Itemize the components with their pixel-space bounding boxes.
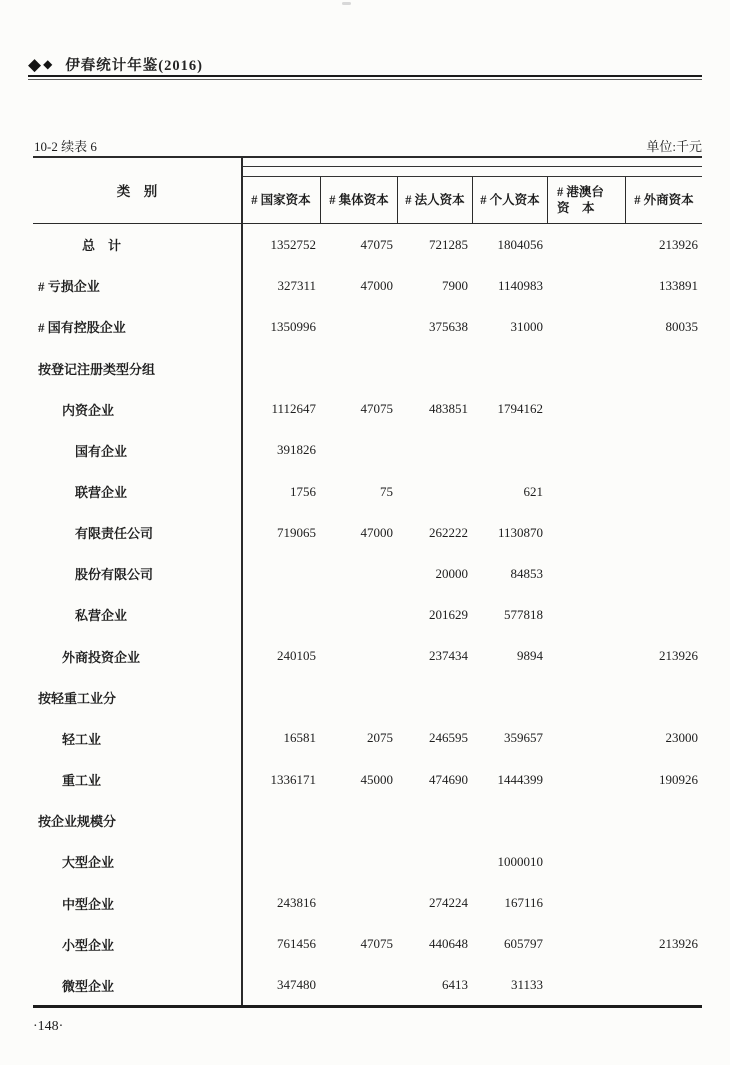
table-header-row xyxy=(242,177,702,223)
cell-value: 20000 xyxy=(435,565,468,581)
cell-value: 719065 xyxy=(277,524,316,540)
row-label: 小型企业 xyxy=(62,937,115,953)
cell-value: 246595 xyxy=(429,730,468,746)
cell-value: 201629 xyxy=(429,606,468,622)
cell-value: 47075 xyxy=(360,936,393,952)
unit-label: 单位:千元 xyxy=(646,139,702,154)
table-row xyxy=(33,471,702,512)
cell-value: 483851 xyxy=(429,401,468,417)
table-row xyxy=(33,883,702,924)
table-row xyxy=(33,841,702,882)
cell-value: 6413 xyxy=(442,977,468,993)
cell-value: 2075 xyxy=(367,730,393,746)
table-row xyxy=(33,636,702,677)
cell-value: 47000 xyxy=(360,277,393,293)
row-label: 联营企业 xyxy=(75,485,128,501)
table-row xyxy=(33,924,702,965)
table-row xyxy=(33,677,702,718)
table-row xyxy=(33,224,702,265)
cell-value: 1804056 xyxy=(497,236,543,252)
row-label: 内资企业 xyxy=(62,402,115,418)
cell-value: 347480 xyxy=(277,977,316,993)
cell-value: 440648 xyxy=(429,936,468,952)
row-label: 轻工业 xyxy=(62,731,102,747)
cell-value: 1130870 xyxy=(497,524,543,540)
table-row xyxy=(33,965,702,1006)
cell-value: 577818 xyxy=(504,606,543,622)
category-header: 类 别 xyxy=(116,183,158,199)
table-row xyxy=(33,306,702,347)
cell-value: 31133 xyxy=(510,977,543,993)
row-label: 有限责任公司 xyxy=(75,526,154,542)
table-row xyxy=(33,430,702,471)
row-label: 按轻重工业分 xyxy=(38,690,117,706)
row-label: 微型企业 xyxy=(62,978,115,994)
col-header-personal-capital: # 个人资本 xyxy=(472,177,547,223)
page-number: ·148· xyxy=(33,1019,64,1034)
table-row xyxy=(33,800,702,841)
table-body xyxy=(33,224,702,1006)
col-header-collective-capital: # 集体资本 xyxy=(320,177,397,223)
cell-value: 190926 xyxy=(659,771,698,787)
cell-value: 75 xyxy=(380,483,393,499)
table-row xyxy=(33,389,702,430)
cell-value: 274224 xyxy=(429,895,468,911)
cell-value: 474690 xyxy=(429,771,468,787)
cell-value: 45000 xyxy=(360,771,393,787)
header-rule xyxy=(28,75,702,80)
col-header-state-capital: # 国家资本 xyxy=(251,192,311,207)
scan-artifact xyxy=(342,2,351,5)
row-label: 按登记注册类型分组 xyxy=(38,361,156,377)
cell-value: 621 xyxy=(523,483,543,499)
cell-value: 1444399 xyxy=(497,771,543,787)
cell-value: 213926 xyxy=(659,236,698,252)
table-row xyxy=(33,759,702,800)
table-row xyxy=(33,553,702,594)
row-label: 国有企业 xyxy=(75,443,128,459)
table-sub-rule xyxy=(242,166,702,167)
cell-value: 240105 xyxy=(277,648,316,664)
row-label: 重工业 xyxy=(62,773,102,789)
row-label: 按企业规模分 xyxy=(38,814,117,830)
table-row xyxy=(33,512,702,553)
row-label: # 国有控股企业 xyxy=(38,320,126,336)
cell-value: 262222 xyxy=(429,524,468,540)
cell-value: 359657 xyxy=(504,730,543,746)
cell-value: 1352752 xyxy=(270,236,316,252)
col-header-hmt-line2: 资 本 xyxy=(557,201,595,215)
row-label: # 亏损企业 xyxy=(38,279,100,295)
cell-value: 213926 xyxy=(659,936,698,952)
table-bottom-rule xyxy=(33,1005,702,1008)
cell-value: 1794162 xyxy=(497,401,543,417)
diamond-icon-small: ◆ xyxy=(43,57,53,71)
cell-value: 1350996 xyxy=(270,318,316,334)
cell-value: 1756 xyxy=(290,483,316,499)
cell-value: 1000010 xyxy=(497,853,543,869)
row-label: 中型企业 xyxy=(62,896,115,912)
cell-value: 1336171 xyxy=(270,771,316,787)
cell-value: 237434 xyxy=(429,648,468,664)
cell-value: 1112647 xyxy=(271,401,316,417)
cell-value: 7900 xyxy=(442,277,468,293)
col-header-legal-person-capital: # 法人资本 xyxy=(397,177,472,223)
row-label: 大型企业 xyxy=(62,855,115,871)
cell-value: 1140983 xyxy=(497,277,543,293)
cell-value: 761456 xyxy=(277,936,316,952)
cell-value: 167116 xyxy=(504,895,543,911)
row-label: 总 计 xyxy=(82,238,122,254)
cell-value: 243816 xyxy=(277,895,316,911)
table-row xyxy=(33,347,702,388)
cell-value: 84853 xyxy=(510,565,543,581)
col-header-hmt-line1: # 港澳台 xyxy=(557,184,604,199)
col-header-hmt-capital xyxy=(547,177,625,223)
table-row xyxy=(33,594,702,635)
cell-value: 375638 xyxy=(429,318,468,334)
cell-value: 327311 xyxy=(277,277,316,293)
cell-value: 391826 xyxy=(277,442,316,458)
cell-value: 47000 xyxy=(360,524,393,540)
cell-value: 605797 xyxy=(504,936,543,952)
cell-value: 133891 xyxy=(659,277,698,293)
table-row xyxy=(33,718,702,759)
book-title: 伊春统计年鉴(2016) xyxy=(65,57,203,74)
cell-value: 213926 xyxy=(659,648,698,664)
table-number: 10-2 续表 6 xyxy=(34,139,97,154)
row-label: 私营企业 xyxy=(75,608,128,624)
cell-value: 47075 xyxy=(360,401,393,417)
col-header-foreign-capital: # 外商资本 xyxy=(625,177,702,223)
cell-value: 9894 xyxy=(517,648,543,664)
cell-value: 80035 xyxy=(665,318,698,334)
cell-value: 721285 xyxy=(429,236,468,252)
row-label: 外商投资企业 xyxy=(62,649,141,665)
cell-value: 47075 xyxy=(360,236,393,252)
diamond-icon-large: ◆ xyxy=(28,54,42,74)
cell-value: 31000 xyxy=(510,318,543,334)
cell-value: 16581 xyxy=(283,730,316,746)
cell-value: 23000 xyxy=(665,730,698,746)
page-header xyxy=(28,52,203,76)
row-label: 股份有限公司 xyxy=(75,567,154,583)
table-row xyxy=(33,265,702,306)
